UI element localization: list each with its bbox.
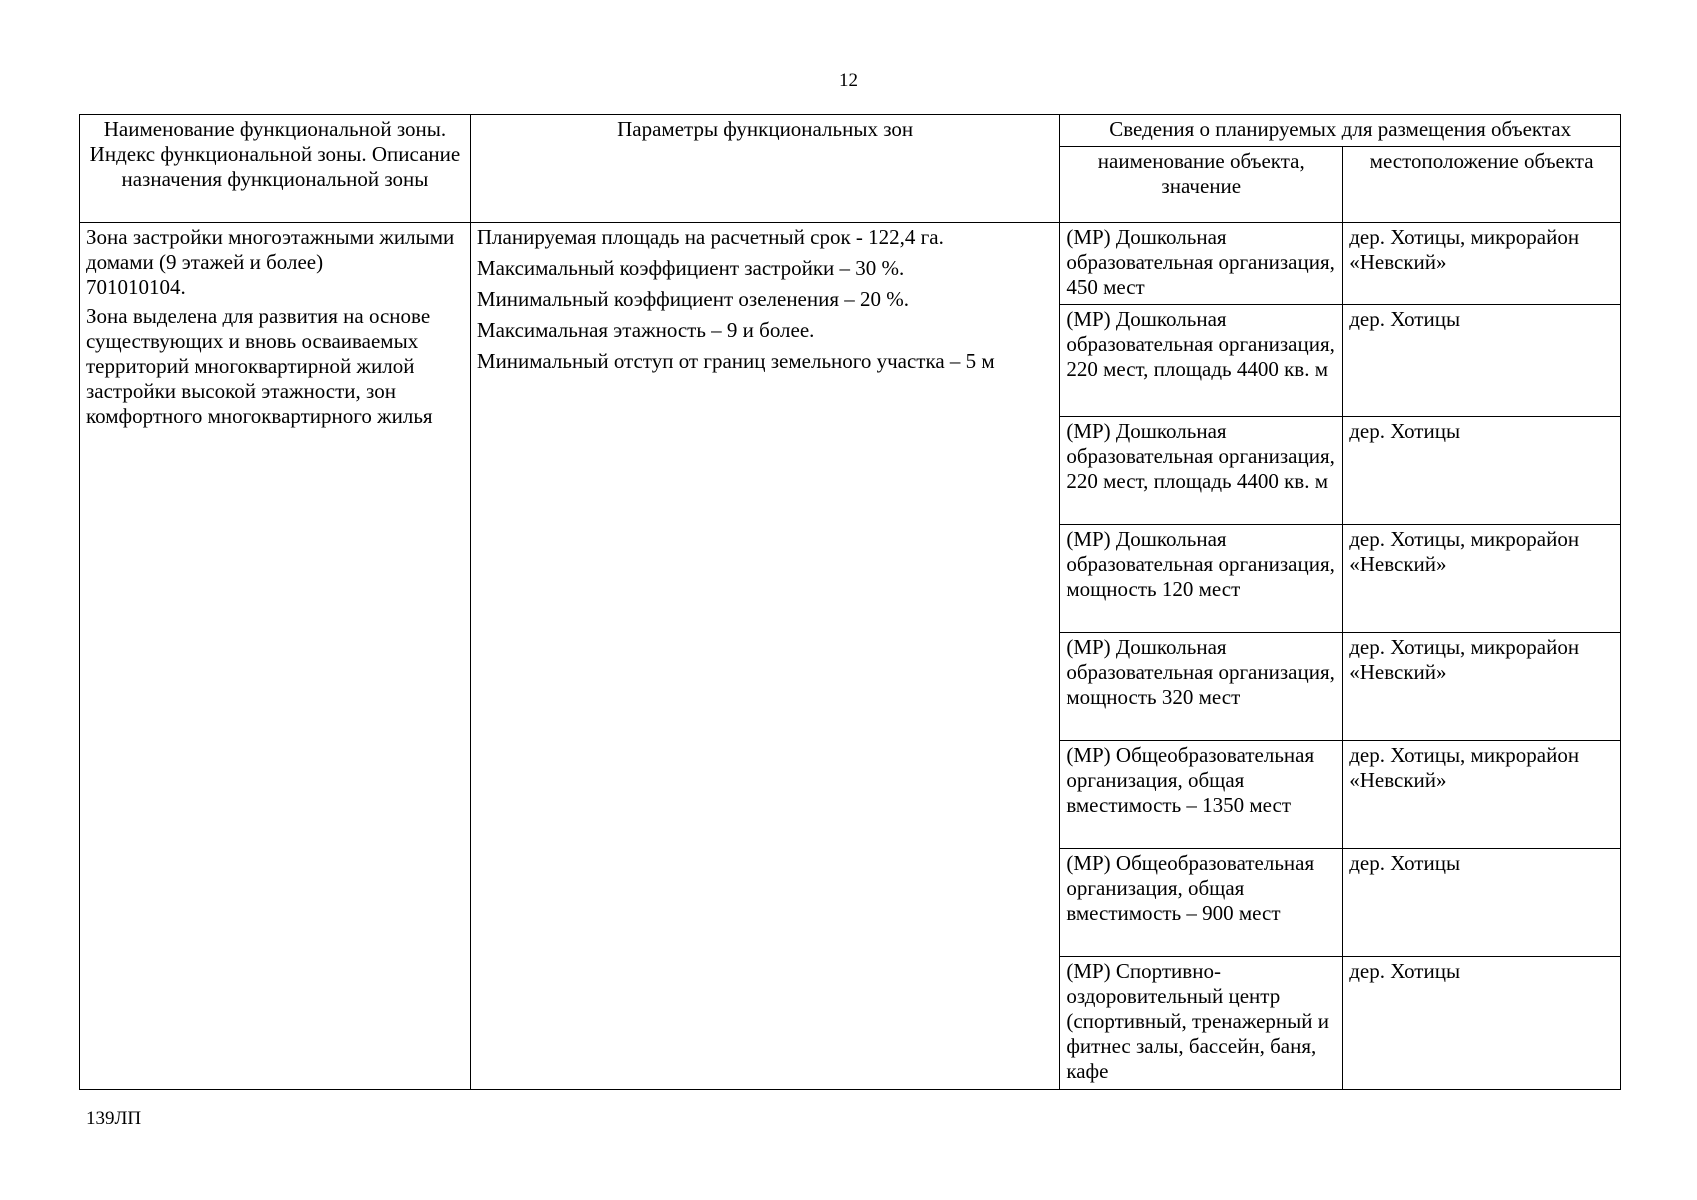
object-location: дер. Хотицы bbox=[1343, 957, 1621, 1090]
zone-parameters-cell bbox=[470, 223, 1059, 1090]
zone-name: Зона застройки многоэтажными жилыми домами (9 этажей и более) bbox=[86, 225, 455, 274]
parameter-item: Максимальная этажность – 9 и более. bbox=[476, 318, 815, 342]
header-object-name: наименование объекта, значение bbox=[1060, 147, 1343, 223]
table-row bbox=[80, 223, 1621, 305]
parameter-item: Планируемая площадь на расчетный срок - 122,4 га. bbox=[476, 225, 944, 249]
object-name: (МР) Дошкольная образовательная организация, 450 мест bbox=[1060, 223, 1343, 305]
object-name: (МР) Дошкольная образовательная организация, мощность 320 мест bbox=[1060, 633, 1343, 741]
header-planned-objects: Сведения о планируемых для размещения объектах bbox=[1060, 115, 1621, 147]
object-location: дер. Хотицы, микрорайон «Невский» bbox=[1343, 223, 1621, 305]
object-name: (МР) Дошкольная образовательная организация, 220 мест, площадь 4400 кв. м bbox=[1060, 417, 1343, 525]
document-code: 139ЛП bbox=[86, 1108, 142, 1129]
zone-description-cell bbox=[80, 223, 471, 1090]
header-object-location: местоположение объекта bbox=[1343, 147, 1621, 223]
object-name: (МР) Общеобразовательная организация, общая вместимость – 1350 мест bbox=[1060, 741, 1343, 849]
object-name: (МР) Общеобразовательная организация, общая вместимость – 900 мест bbox=[1060, 849, 1343, 957]
header-zone-name: Наименование функциональной зоны. Индекс функциональной зоны. Описание назначения функциональной зоны bbox=[80, 115, 471, 223]
parameter-item: Минимальный отступ от границ земельного участка – 5 м bbox=[476, 349, 995, 373]
object-location: дер. Хотицы, микрорайон «Невский» bbox=[1343, 525, 1621, 633]
page-number: 12 bbox=[839, 70, 858, 91]
zone-description: Зона выделена для развития на основе существующих и вновь осваиваемых территорий многоквартирной жилой застройки высокой этажности, зон комфортного многоквартирного жилья bbox=[86, 304, 433, 428]
object-location: дер. Хотицы, микрорайон «Невский» bbox=[1343, 741, 1621, 849]
functional-zones-table bbox=[79, 114, 1621, 1090]
zone-index: 701010104. bbox=[86, 275, 186, 299]
object-location: дер. Хотицы bbox=[1343, 305, 1621, 417]
object-name: (МР) Спортивно-оздоровительный центр (спортивный, тренажерный и фитнес залы, бассейн, баня, кафе bbox=[1060, 957, 1343, 1090]
object-location: дер. Хотицы bbox=[1343, 849, 1621, 957]
object-name: (МР) Дошкольная образовательная организация, 220 мест, площадь 4400 кв. м bbox=[1060, 305, 1343, 417]
object-location: дер. Хотицы, микрорайон «Невский» bbox=[1343, 633, 1621, 741]
header-zone-parameters: Параметры функциональных зон bbox=[470, 115, 1059, 223]
object-name: (МР) Дошкольная образовательная организация, мощность 120 мест bbox=[1060, 525, 1343, 633]
parameter-item: Минимальный коэффициент озеленения – 20 %. bbox=[476, 287, 910, 311]
parameter-item: Максимальный коэффициент застройки – 30 %. bbox=[476, 256, 905, 280]
object-location: дер. Хотицы bbox=[1343, 417, 1621, 525]
